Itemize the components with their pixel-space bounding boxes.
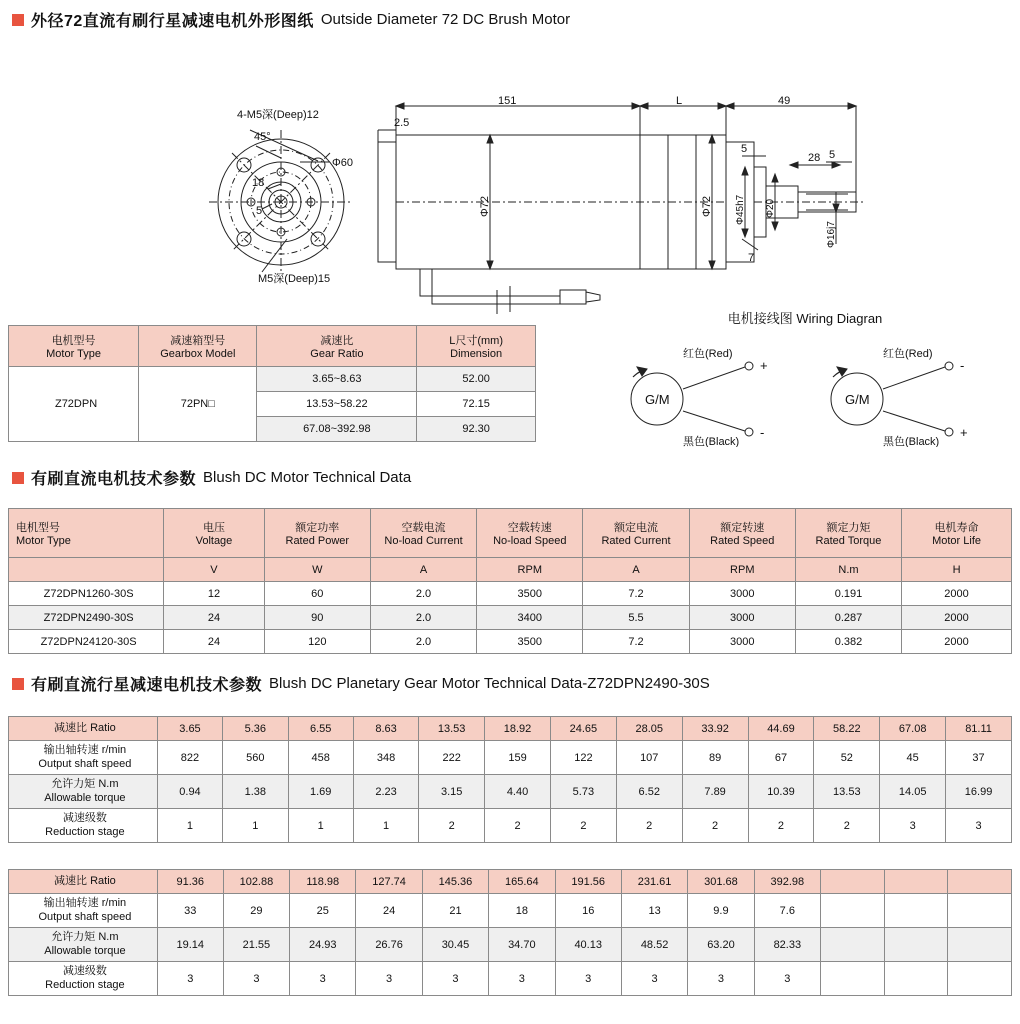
wiring-svg: [595, 327, 1015, 447]
table-row-stage: [9, 962, 1012, 996]
cell-speed: 16: [555, 894, 621, 928]
table-row: [9, 582, 1012, 606]
cell-ratio: 6.55: [288, 717, 353, 741]
heading-en: Blush DC Motor Technical Data: [203, 469, 412, 486]
cell-stage: 1: [353, 809, 418, 843]
th-gearbox-model: 减速箱型号 Gearbox Model: [139, 326, 257, 367]
wiring-left-red: 红色(Red): [683, 348, 733, 360]
cell-torque: 13.53: [814, 775, 880, 809]
cell-ratio-empty: [884, 870, 948, 894]
th-rated-speed: 额定转速 Rated Speed: [689, 509, 795, 558]
cell-stage-empty: [821, 962, 885, 996]
cell-rated-current: 7.2: [583, 582, 689, 606]
cell-ratio: 145.36: [422, 870, 488, 894]
drawing-svg: [0, 34, 1020, 314]
cell-ratio: 301.68: [688, 870, 754, 894]
cell-torque-empty: [948, 928, 1012, 962]
cell-motor-life: 2000: [902, 582, 1012, 606]
cell-speed: 222: [419, 741, 485, 775]
cell-torque: 4.40: [485, 775, 551, 809]
th-motor-life: 电机寿命 Motor Life: [902, 509, 1012, 558]
motor-outline-drawing: [0, 34, 1020, 314]
label-phi72-b: Φ72: [701, 195, 713, 217]
label-holes: 4-M5深(Deep)12: [237, 109, 319, 121]
th-dimension: L尺寸(mm) Dimension: [417, 326, 536, 367]
cell-speed-empty: [948, 894, 1012, 928]
label-pcd: Φ60: [332, 157, 354, 169]
unit-noload-speed: RPM: [477, 558, 583, 582]
rowlabel-ratio: 减速比 Ratio: [9, 717, 158, 741]
cell-rated-current: 5.5: [583, 606, 689, 630]
table-row-torque: [9, 775, 1012, 809]
cell-speed: 458: [288, 741, 353, 775]
cell-stage: 3: [223, 962, 289, 996]
cell-ratio: 58.22: [814, 717, 880, 741]
cell-noload-speed: 3500: [477, 630, 583, 654]
cell-stage: 3: [754, 962, 820, 996]
table-row-speed: [9, 894, 1012, 928]
table-row-ratio: [9, 717, 1012, 741]
cell-ratio: 118.98: [290, 870, 356, 894]
cell-speed: 13: [621, 894, 687, 928]
cell-ratio: 231.61: [621, 870, 687, 894]
cell-noload-current: 2.0: [370, 606, 476, 630]
cell-stage-empty: [948, 962, 1012, 996]
cell-torque: 48.52: [621, 928, 687, 962]
label-m5deep15: M5深(Deep)15: [258, 273, 331, 285]
wiring-left-black: 黑色(Black): [683, 436, 740, 447]
unit-voltage: V: [164, 558, 265, 582]
cell-torque: 1.69: [288, 775, 353, 809]
cell-dim: 52.00: [417, 367, 536, 392]
label-5: 5: [256, 205, 263, 217]
accent-square-icon: [12, 472, 24, 484]
cell-speed: 348: [353, 741, 418, 775]
cell-speed: 67: [748, 741, 814, 775]
cell-stage: 2: [485, 809, 551, 843]
cell-torque: 10.39: [748, 775, 814, 809]
cell-speed: 25: [290, 894, 356, 928]
table-row-ratio: [9, 870, 1012, 894]
cell-dim: 72.15: [417, 392, 536, 417]
heading-cn: 外径72直流有刷行星减速电机外形图纸: [31, 13, 314, 30]
cell-ratio: 91.36: [157, 870, 223, 894]
cell-speed: 107: [616, 741, 682, 775]
cell-noload-current: 2.0: [370, 630, 476, 654]
wiring-diagram: [595, 308, 1015, 453]
cell-stage: 3: [422, 962, 488, 996]
cell-stage: 3: [489, 962, 555, 996]
section-heading-motor-data: [12, 466, 411, 489]
cell-speed: 24: [356, 894, 422, 928]
wiring-left-motor-label: G/M: [645, 392, 670, 407]
rowlabel-speed: 输出轴转速 r/min Output shaft speed: [9, 894, 158, 928]
cell-ratio: 3.65: [157, 717, 222, 741]
section-heading-drawing: [12, 8, 570, 31]
heading-en: Blush DC Planetary Gear Motor Technical Data-Z72DPN2490-30S: [269, 675, 710, 692]
cell-stage: 3: [290, 962, 356, 996]
accent-square-icon: [12, 678, 24, 690]
rowlabel-stage: 减速级数 Reduction stage: [9, 809, 158, 843]
cell-torque: 16.99: [946, 775, 1012, 809]
cell-speed: 33: [157, 894, 223, 928]
unit-rated-torque: N.m: [795, 558, 901, 582]
cell-stage: 1: [288, 809, 353, 843]
unit-rated-speed: RPM: [689, 558, 795, 582]
cell-speed: 7.6: [754, 894, 820, 928]
cell-torque: 63.20: [688, 928, 754, 962]
cell-torque: 26.76: [356, 928, 422, 962]
unit-noload-current: A: [370, 558, 476, 582]
section-heading-gear-data: [12, 672, 710, 695]
cell-dim: 92.30: [417, 417, 536, 442]
cell-stage: 2: [550, 809, 616, 843]
table-row-stage: [9, 809, 1012, 843]
wiring-right-minus: -: [960, 358, 965, 373]
table-row: [9, 367, 536, 392]
cell-model: Z72DPN24120-30S: [9, 630, 164, 654]
cell-rated-speed: 3000: [689, 630, 795, 654]
cell-stage: 3: [157, 962, 223, 996]
wiring-right-motor-label: G/M: [845, 392, 870, 407]
cell-stage: 3: [555, 962, 621, 996]
label-5a: 5: [741, 143, 748, 155]
cell-torque: 1.38: [223, 775, 288, 809]
cell-stage: 2: [814, 809, 880, 843]
label-151: 151: [498, 95, 517, 107]
unit-motor-life: H: [902, 558, 1012, 582]
cell-ratio: 24.65: [550, 717, 616, 741]
cell-speed-empty: [821, 894, 885, 928]
th-motor-type: 电机型号 Motor Type: [9, 326, 139, 367]
cell-ratio-empty: [948, 870, 1012, 894]
wiring-right-red: 红色(Red): [883, 348, 933, 360]
table-row-speed: [9, 741, 1012, 775]
cell-torque: 3.15: [419, 775, 485, 809]
cell-stage: 2: [419, 809, 485, 843]
cell-stage: 2: [748, 809, 814, 843]
table-header-row: [9, 509, 1012, 558]
label-L: L: [676, 95, 683, 107]
cell-motor-type: Z72DPN: [9, 367, 139, 442]
label-18: 18: [252, 177, 265, 189]
cell-ratio: 18.92: [485, 717, 551, 741]
label-phi45h7: Φ45h7: [735, 194, 746, 225]
cell-model: Z72DPN2490-30S: [9, 606, 164, 630]
cell-torque: 21.55: [223, 928, 289, 962]
label-7: 7: [748, 252, 755, 264]
gear-data-table-part2: [8, 869, 1012, 996]
cell-stage: 3: [946, 809, 1012, 843]
cell-torque: 5.73: [550, 775, 616, 809]
cell-voltage: 24: [164, 630, 265, 654]
label-phi72-a: Φ72: [479, 195, 491, 217]
unit-power: W: [264, 558, 370, 582]
cell-torque: 34.70: [489, 928, 555, 962]
cell-rated-torque: 0.287: [795, 606, 901, 630]
th-rated-current: 额定电流 Rated Current: [583, 509, 689, 558]
accent-square-icon: [12, 14, 24, 26]
cell-speed: 52: [814, 741, 880, 775]
label-phi20: Φ20: [765, 198, 776, 218]
gearbox-dimension-table: [8, 325, 536, 442]
cell-ratio: 127.74: [356, 870, 422, 894]
cell-ratio: 67.08~392.98: [257, 417, 417, 442]
cell-torque: 2.23: [353, 775, 418, 809]
cell-ratio: 44.69: [748, 717, 814, 741]
cell-ratio: 13.53~58.22: [257, 392, 417, 417]
cell-power: 60: [264, 582, 370, 606]
rowlabel-stage: 减速级数 Reduction stage: [9, 962, 158, 996]
cell-noload-speed: 3500: [477, 582, 583, 606]
cell-torque-empty: [884, 928, 948, 962]
cell-ratio: 5.36: [223, 717, 288, 741]
heading-cn: 有刷直流行星减速电机技术参数: [31, 677, 263, 694]
wiring-right-black: 黑色(Black): [883, 436, 940, 447]
th-gear-ratio: 减速比 Gear Ratio: [257, 326, 417, 367]
cell-rated-speed: 3000: [689, 606, 795, 630]
unit-blank: [9, 558, 164, 582]
cell-rated-torque: 0.382: [795, 630, 901, 654]
label-angle: 45°: [254, 131, 271, 143]
th-rated-power: 额定功率 Rated Power: [264, 509, 370, 558]
label-5b: 5: [829, 149, 836, 161]
th-rated-torque: 额定力矩 Rated Torque: [795, 509, 901, 558]
wiring-left-plus: +: [760, 358, 768, 373]
gear-data-table-part1: [8, 716, 1012, 843]
cell-motor-life: 2000: [902, 630, 1012, 654]
cell-speed: 122: [550, 741, 616, 775]
table-unit-row: [9, 558, 1012, 582]
rowlabel-torque: 允许力矩 N.m Allowable torque: [9, 775, 158, 809]
cell-rated-current: 7.2: [583, 630, 689, 654]
wiring-left-minus: -: [760, 425, 765, 440]
cell-ratio: 81.11: [946, 717, 1012, 741]
cell-torque: 24.93: [290, 928, 356, 962]
cell-torque: 14.05: [880, 775, 946, 809]
wiring-caption: 电机接线图 Wiring Diagran: [727, 311, 883, 326]
cell-torque: 0.94: [157, 775, 222, 809]
table-row: [9, 630, 1012, 654]
label-28: 28: [808, 152, 821, 164]
cell-speed: 560: [223, 741, 288, 775]
cell-stage: 2: [682, 809, 748, 843]
cell-voltage: 24: [164, 606, 265, 630]
cell-torque: 40.13: [555, 928, 621, 962]
heading-en: Outside Diameter 72 DC Brush Motor: [320, 11, 571, 28]
cell-ratio: 67.08: [880, 717, 946, 741]
cell-speed: 37: [946, 741, 1012, 775]
cell-torque: 82.33: [754, 928, 820, 962]
cell-speed: 89: [682, 741, 748, 775]
cell-noload-speed: 3400: [477, 606, 583, 630]
cell-torque: 7.89: [682, 775, 748, 809]
rowlabel-speed: 输出轴转速 r/min Output shaft speed: [9, 741, 158, 775]
cell-speed: 45: [880, 741, 946, 775]
cell-ratio: 102.88: [223, 870, 289, 894]
cell-torque: 19.14: [157, 928, 223, 962]
th-noload-current: 空载电流 No-load Current: [370, 509, 476, 558]
cell-model: Z72DPN1260-30S: [9, 582, 164, 606]
cell-torque: 30.45: [422, 928, 488, 962]
motor-technical-data-table: [8, 508, 1012, 654]
table-row: [9, 606, 1012, 630]
cell-stage: 3: [688, 962, 754, 996]
wiring-right-plus: +: [960, 425, 968, 440]
rowlabel-torque: 允许力矩 N.m Allowable torque: [9, 928, 158, 962]
cell-stage: 1: [157, 809, 222, 843]
cell-motor-life: 2000: [902, 606, 1012, 630]
cell-speed: 9.9: [688, 894, 754, 928]
cell-torque: 6.52: [616, 775, 682, 809]
cell-ratio-empty: [821, 870, 885, 894]
cell-stage: 3: [880, 809, 946, 843]
cell-power: 90: [264, 606, 370, 630]
cell-ratio: 392.98: [754, 870, 820, 894]
cell-stage: 3: [356, 962, 422, 996]
th-noload-speed: 空载转速 No-load Speed: [477, 509, 583, 558]
cell-speed: 21: [422, 894, 488, 928]
cell-ratio: 8.63: [353, 717, 418, 741]
rowlabel-ratio: 减速比 Ratio: [9, 870, 158, 894]
cell-speed: 159: [485, 741, 551, 775]
heading-cn: 有刷直流电机技术参数: [31, 471, 197, 488]
label-49: 49: [778, 95, 791, 107]
cell-stage: 1: [223, 809, 288, 843]
cell-speed: 29: [223, 894, 289, 928]
cell-ratio: 28.05: [616, 717, 682, 741]
cell-rated-torque: 0.191: [795, 582, 901, 606]
cell-ratio: 191.56: [555, 870, 621, 894]
cell-noload-current: 2.0: [370, 582, 476, 606]
cell-stage-empty: [884, 962, 948, 996]
cell-ratio: 13.53: [419, 717, 485, 741]
cell-speed: 18: [489, 894, 555, 928]
cell-voltage: 12: [164, 582, 265, 606]
cell-ratio: 165.64: [489, 870, 555, 894]
cell-speed-empty: [884, 894, 948, 928]
table-row-torque: [9, 928, 1012, 962]
th-voltage: 电压 Voltage: [164, 509, 265, 558]
cell-torque-empty: [821, 928, 885, 962]
label-2p5: 2.5: [394, 117, 410, 129]
cell-gearbox-model: 72PN□: [139, 367, 257, 442]
cell-power: 120: [264, 630, 370, 654]
cell-ratio: 33.92: [682, 717, 748, 741]
th-motor-type: 电机型号 Motor Type: [9, 509, 164, 558]
cell-speed: 822: [157, 741, 222, 775]
cell-rated-speed: 3000: [689, 582, 795, 606]
cell-stage: 3: [621, 962, 687, 996]
label-phi16j7: Φ16j7: [826, 221, 837, 248]
cell-stage: 2: [616, 809, 682, 843]
table-header-row: [9, 326, 536, 367]
unit-rated-current: A: [583, 558, 689, 582]
cell-ratio: 3.65~8.63: [257, 367, 417, 392]
